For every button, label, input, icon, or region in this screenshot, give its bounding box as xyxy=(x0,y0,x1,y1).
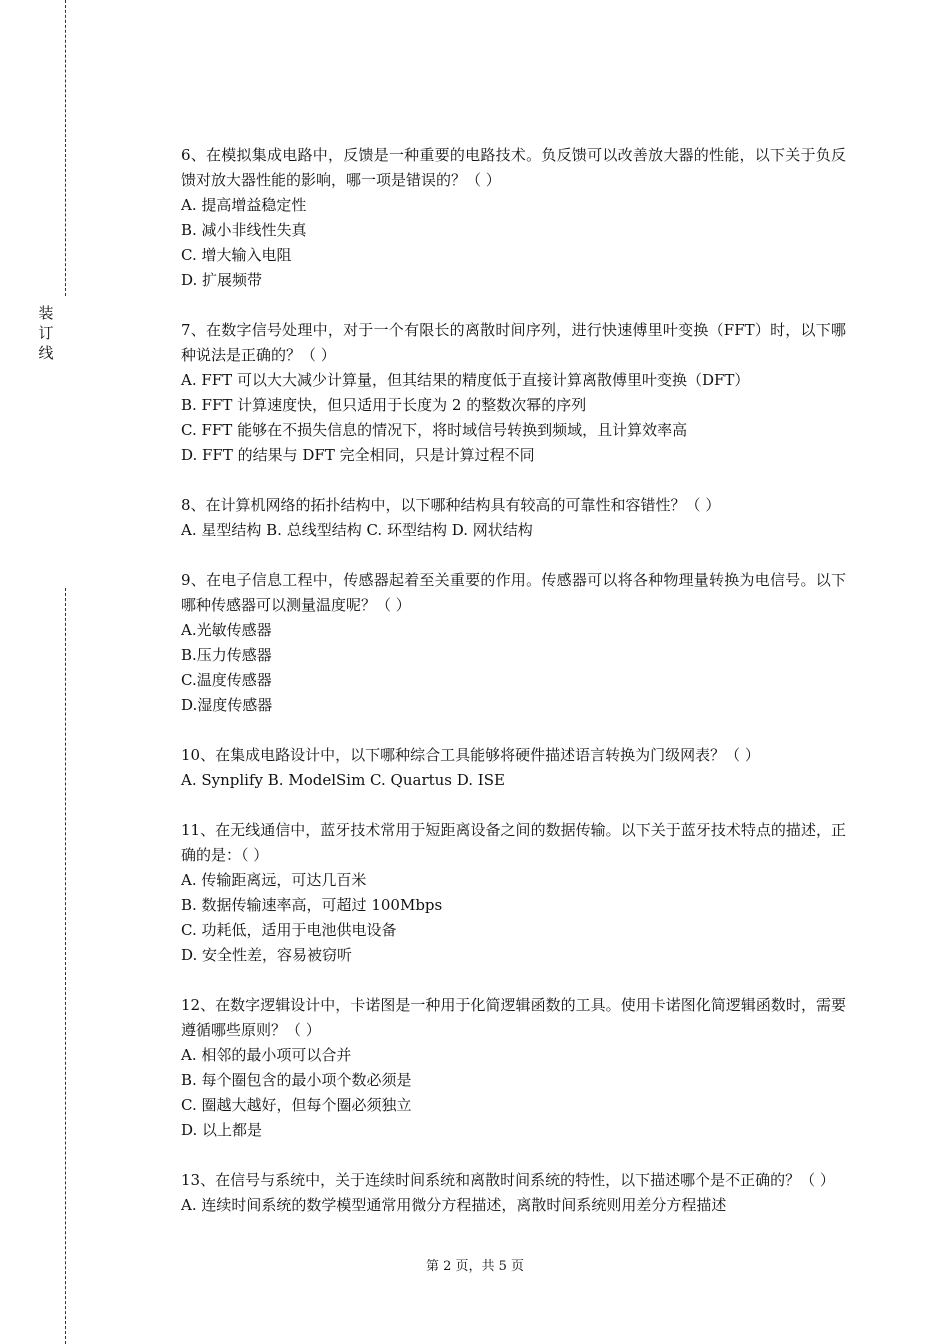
question-8 xyxy=(181,493,846,543)
option-b: B. 每个圈包含的最小项个数必须是 xyxy=(181,1071,412,1089)
question-list xyxy=(181,143,846,1243)
option-b: B. FFT 计算速度快，但只适用于长度为 2 的整数次幂的序列 xyxy=(181,396,587,414)
option-d: D. 以上都是 xyxy=(181,1121,263,1139)
question-6 xyxy=(181,143,846,293)
question-9 xyxy=(181,568,846,718)
option-a: A. 相邻的最小项可以合并 xyxy=(181,1046,352,1064)
options-inline: A. 星型结构 B. 总线型结构 C. 环型结构 D. 网状结构 xyxy=(181,521,533,539)
option-a: A. 提高增益稳定性 xyxy=(181,196,307,214)
option-c: C.温度传感器 xyxy=(181,671,272,689)
question-stem: 7、在数字信号处理中，对于一个有限长的离散时间序列，进行快速傅里叶变换（FFT）时，以下哪种说法是正确的？（ ） xyxy=(181,321,846,364)
option-d: D.湿度传感器 xyxy=(181,696,273,714)
question-13 xyxy=(181,1168,846,1218)
option-d: D. 安全性差，容易被窃听 xyxy=(181,946,353,964)
option-c: C. FFT 能够在不损失信息的情况下，将时域信号转换到频域，且计算效率高 xyxy=(181,421,688,439)
question-7 xyxy=(181,318,846,468)
binding-label: 装订线 xyxy=(38,304,54,362)
option-a: A. 连续时间系统的数学模型通常用微分方程描述，离散时间系统则用差分方程描述 xyxy=(181,1196,727,1214)
question-stem: 13、在信号与系统中，关于连续时间系统和离散时间系统的特性，以下描述哪个是不正确的？（ ） xyxy=(181,1171,835,1189)
question-stem: 10、在集成电路设计中，以下哪种综合工具能够将硬件描述语言转换为门级网表？（ ） xyxy=(181,746,760,764)
question-12 xyxy=(181,993,846,1143)
question-10 xyxy=(181,743,846,793)
option-b: B.压力传感器 xyxy=(181,646,272,664)
option-d: D. 扩展频带 xyxy=(181,271,263,289)
question-11 xyxy=(181,818,846,968)
option-c: C. 增大输入电阻 xyxy=(181,246,292,264)
binding-line-top xyxy=(65,0,66,296)
option-b: B. 减小非线性失真 xyxy=(181,221,307,239)
option-a: A. 传输距离远，可达几百米 xyxy=(181,871,367,889)
option-a: A.光敏传感器 xyxy=(181,621,272,639)
question-stem: 8、在计算机网络的拓扑结构中，以下哪种结构具有较高的可靠性和容错性？（ ） xyxy=(181,496,721,514)
page-number: 第 2 页，共 5 页 xyxy=(425,1259,525,1274)
option-d: D. FFT 的结果与 DFT 完全相同，只是计算过程不同 xyxy=(181,446,535,464)
binding-line-bottom xyxy=(65,588,66,1344)
option-c: C. 功耗低，适用于电池供电设备 xyxy=(181,921,397,939)
question-stem: 12、在数字逻辑设计中，卡诺图是一种用于化简逻辑函数的工具。使用卡诺图化简逻辑函数时，需要遵循哪些原则？（ ） xyxy=(181,996,846,1039)
option-b: B. 数据传输速率高，可超过 100Mbps xyxy=(181,896,443,914)
question-stem: 6、在模拟集成电路中，反馈是一种重要的电路技术。负反馈可以改善放大器的性能，以下关于负反馈对放大器性能的影响，哪一项是错误的？（ ） xyxy=(181,146,846,189)
question-stem: 11、在无线通信中，蓝牙技术常用于短距离设备之间的数据传输。以下关于蓝牙技术特点的描述，正确的是：（ ） xyxy=(181,821,846,864)
question-stem: 9、在电子信息工程中，传感器起着至关重要的作用。传感器可以将各种物理量转换为电信号。以下哪种传感器可以测量温度呢？（ ） xyxy=(181,571,846,614)
options-inline: A. Synplify B. ModelSim C. Quartus D. ISE xyxy=(181,771,505,789)
option-a: A. FFT 可以大大减少计算量，但其结果的精度低于直接计算离散傅里叶变换（DFT） xyxy=(181,371,750,389)
option-c: C. 圈越大越好，但每个圈必须独立 xyxy=(181,1096,412,1114)
